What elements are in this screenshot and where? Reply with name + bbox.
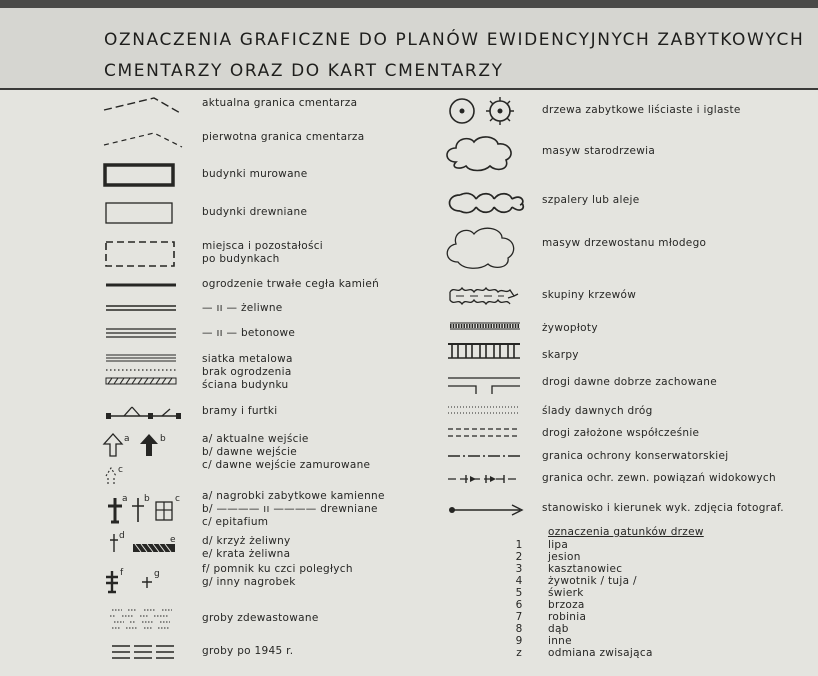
label-building-remains: [202, 240, 323, 266]
species-code: 9: [515, 635, 523, 647]
tombstone-a-text: a/ nagrobki zabytkowe kamienne: [202, 490, 385, 502]
entrance-b-text: b/ dawne wejście: [202, 446, 298, 458]
historic-trees-symbol: [440, 94, 530, 128]
brick-building-symbol: [100, 162, 180, 188]
building-wall-text: ściana budynku: [202, 379, 289, 391]
label-monuments: [202, 563, 353, 589]
tombstone-c-text: c/ epitafium: [202, 516, 269, 528]
mesh-fence-symbol: [100, 352, 180, 388]
tomb-mark-a: a: [122, 494, 128, 504]
label-road-traces: ślady dawnych dróg: [542, 405, 653, 417]
cross-e-text: e/ krata żeliwna: [202, 548, 291, 560]
label-view-boundary: granica ochr. zewn. powiązań widokowych: [542, 472, 776, 484]
cross-symbols: [100, 530, 190, 560]
species-name: odmiana zwisająca: [548, 647, 653, 659]
species-code: 6: [515, 599, 523, 611]
tomb-mark-c: c: [175, 494, 180, 504]
original-boundary-symbol: [98, 127, 188, 153]
label-permanent-fence: ogrodzenie trwałe cegła kamień: [202, 278, 380, 290]
current-boundary-symbol: [98, 92, 188, 118]
cross-d-text: d/ krzyż żeliwny: [202, 535, 291, 547]
concrete-fence-symbol: [100, 326, 180, 340]
label-devastated-graves: groby zdewastowane: [202, 612, 319, 624]
building-remains-symbol: [100, 238, 180, 270]
header-rule: [0, 88, 818, 90]
species-legend-header: oznaczenia gatunków drzew: [548, 526, 704, 538]
label-entrances: [202, 433, 370, 472]
label-old-stand: masyw starodrzewia: [542, 145, 656, 157]
post-1945-graves-symbol: [100, 640, 186, 666]
tombstone-symbols: [100, 492, 190, 526]
label-historic-trees: drzewa zabytkowe liściaste i iglaste: [542, 104, 741, 116]
species-name: kasztanowiec: [548, 563, 623, 575]
label-wooden-buildings: budynki drewniane: [202, 206, 308, 218]
label-tombstones: [202, 490, 385, 529]
monument-f-text: f/ pomnik ku czci poległych: [202, 563, 353, 575]
tomb-mark-b: b: [144, 494, 150, 504]
entrance-mark-b: b: [160, 434, 166, 444]
species-name: świerk: [548, 587, 584, 599]
mesh-fence-text: siatka metalowa: [202, 353, 293, 365]
entrance-mark-a: a: [124, 434, 130, 444]
old-roads-symbol: [440, 372, 530, 398]
species-code: 7: [515, 611, 523, 623]
conservation-boundary-symbol: [440, 448, 530, 464]
species-name: robinia: [548, 611, 587, 623]
species-name: żywotnik / tuja /: [548, 575, 637, 587]
species-name: inne: [548, 635, 572, 647]
label-shrub-groups: skupiny krzewów: [542, 289, 637, 301]
label-young-stand: masyw drzewostanu młodego: [542, 237, 707, 249]
label-slopes: skarpy: [542, 349, 579, 361]
monument-mark-g: g: [154, 569, 160, 579]
iron-fence-symbol: [100, 302, 180, 314]
cross-mark-d: d: [119, 531, 125, 541]
label-brick-buildings: budynki murowane: [202, 168, 308, 180]
species-code: 1: [515, 539, 523, 551]
entrance-c-text: c/ dawne wejście zamurowane: [202, 459, 371, 471]
label-photo-position: stanowisko i kierunek wyk. zdjęcia fotograf.: [542, 502, 784, 514]
gate-symbol: [100, 402, 186, 424]
monument-g-text: g/ inny nagrobek: [202, 576, 296, 588]
species-code: z: [516, 647, 522, 659]
label-iron-fence: — ıı — żeliwne: [202, 302, 283, 314]
shrub-groups-symbol: [440, 282, 530, 312]
label-post-1945-graves: groby po 1945 r.: [202, 645, 294, 657]
label-conservation-boundary: granica ochrony konserwatorskiej: [542, 450, 729, 462]
young-stand-symbol: [440, 222, 530, 274]
label-concrete-fence: — ıı — betonowe: [202, 327, 296, 339]
view-boundary-symbol: [440, 470, 530, 488]
species-code: 2: [515, 551, 523, 563]
species-name: jesion: [548, 551, 581, 563]
species-code: 4: [515, 575, 523, 587]
label-current-boundary: aktualna granica cmentarza: [202, 97, 358, 109]
label-old-roads: drogi dawne dobrze zachowane: [542, 376, 717, 388]
old-stand-symbol: [440, 130, 530, 176]
hedges-symbol: [440, 318, 530, 334]
title-band: [0, 8, 818, 88]
building-remains-line-2: po budynkach: [202, 253, 280, 265]
label-tree-rows: szpalery lub aleje: [542, 194, 640, 206]
modern-roads-symbol: [440, 424, 530, 442]
species-code: 5: [515, 587, 523, 599]
tree-rows-symbol: [440, 188, 530, 218]
photo-position-symbol: [440, 498, 530, 520]
label-hedges: żywopłoty: [542, 322, 598, 334]
devastated-graves-symbol: [100, 606, 186, 634]
species-name: brzoza: [548, 599, 585, 611]
label-original-boundary: pierwotna granica cmentarza: [202, 131, 365, 143]
cross-mark-e: e: [170, 535, 176, 545]
species-code: 8: [515, 623, 523, 635]
label-mesh-fence: [202, 353, 293, 392]
slopes-symbol: [440, 340, 530, 362]
entrance-symbols: [100, 430, 186, 490]
species-code: 3: [515, 563, 523, 575]
no-fence-text: brak ogrodzenia: [202, 366, 292, 378]
top-edge: [0, 0, 818, 8]
title-line-1: OZNACZENIA GRAFICZNE DO PLANÓW EWIDENCYJNYCH ZABYTKOWYCH: [104, 30, 805, 50]
title-line-2: CMENTARZY ORAZ DO KART CMENTARZY: [104, 61, 504, 81]
species-name: lipa: [548, 539, 569, 551]
label-gates: bramy i furtki: [202, 405, 278, 417]
permanent-fence-symbol: [100, 279, 180, 291]
building-remains-line-1: miejsca i pozostałości: [202, 240, 324, 252]
entrance-mark-c: c: [118, 465, 123, 475]
label-crosses: [202, 535, 291, 561]
label-modern-roads: drogi założone współcześnie: [542, 427, 700, 439]
tombstone-b-text: b/ ———— ıı ———— drewniane: [202, 503, 378, 515]
wooden-building-symbol: [100, 200, 180, 226]
monument-mark-f: f: [120, 568, 124, 578]
entrance-a-text: a/ aktualne wejście: [202, 433, 309, 445]
monument-symbols: [100, 566, 190, 596]
road-traces-symbol: [440, 402, 530, 418]
species-name: dąb: [548, 623, 569, 635]
